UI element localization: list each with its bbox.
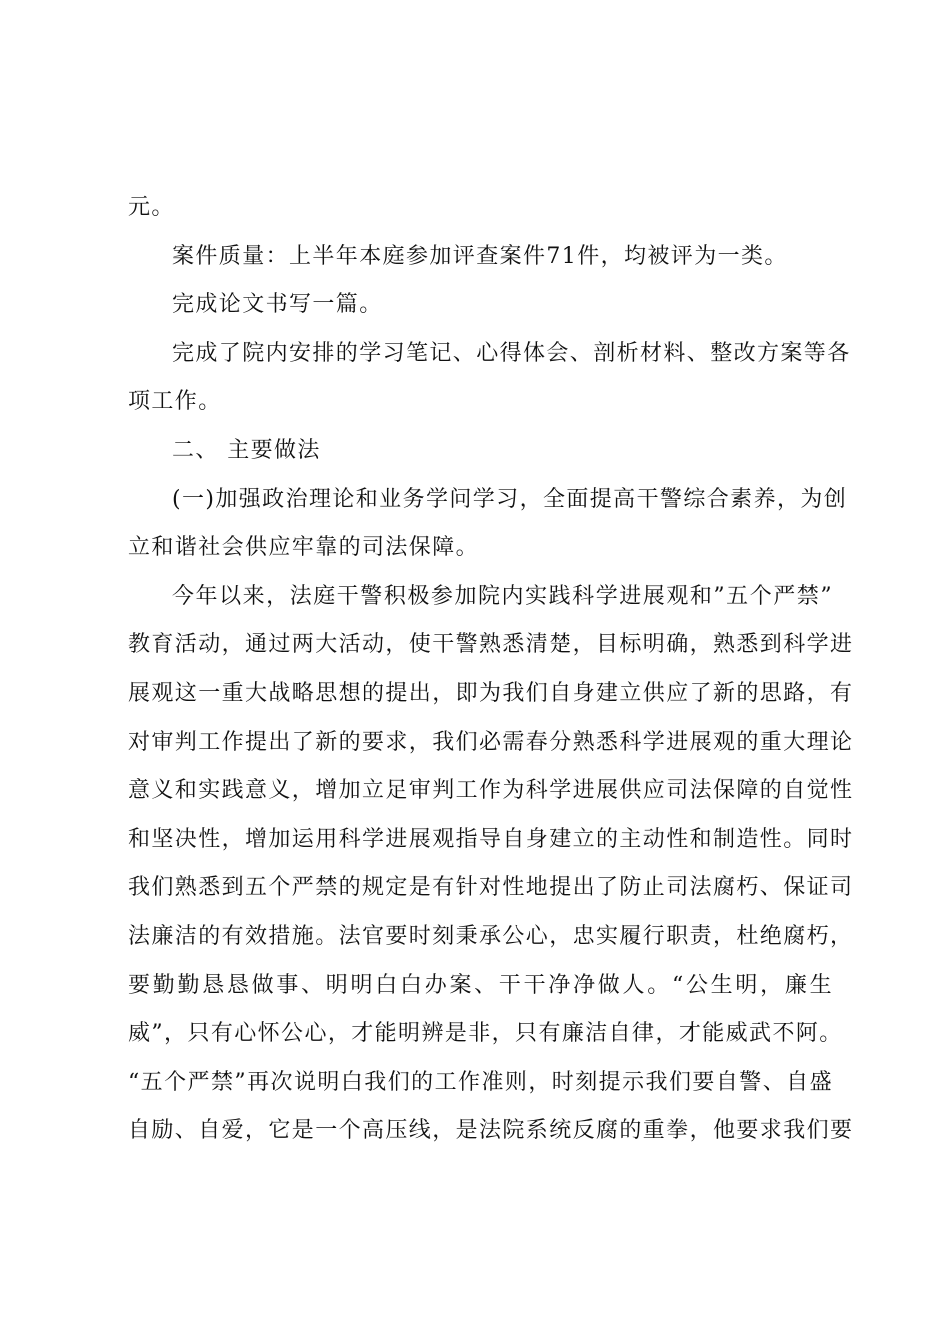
paragraph-line: 我们熟悉到五个严禁的规定是有针对性地提出了防止司法腐朽、保证司 [128,875,854,901]
subsection-heading-cont: 立和谐社会供应牢靠的司法保障。 [128,535,480,561]
paragraph-line: 完成了院内安排的学习笔记、心得体会、剖析材料、整改方案等各 [172,340,851,366]
paragraph-line: “五个严禁”再次说明白我们的工作准则，时刻提示我们要自警、自盛 [128,1069,833,1095]
subsection-heading: (一)加强政治理论和业务学问学习，全面提高干警综合素养，为创 [172,486,848,512]
paragraph-line: 威”，只有心怀公心，才能明辨是非，只有廉洁自律，才能威武不阿。 [128,1021,843,1047]
paragraph-line: 展观这一重大战略思想的提出，即为我们自身建立供应了新的思路，有 [128,680,854,706]
paragraph-line: 法廉洁的有效措施。法官要时刻秉承公心，忠实履行职责，杜绝腐朽， [128,923,854,949]
paragraph-line: 今年以来，法庭干警积极参加院内实践科学进展观和”五个严禁” [172,583,833,609]
paragraph-line: 项工作。 [128,389,222,415]
paragraph-line: 教育活动，通过两大活动，使干警熟悉清楚，目标明确，熟悉到科学进 [128,632,854,658]
paragraph-line: 自励、自爱，它是一个高压线，是法院系统反腐的重拳，他要求我们要 [128,1118,854,1144]
paragraph-line: 意义和实践意义，增加立足审判工作为科学进展供应司法保障的自觉性 [128,778,854,804]
section-heading: 二、 主要做法 [172,437,321,463]
paragraph-thesis: 完成论文书写一篇。 [172,292,383,318]
paragraph-line: 要勤勤恳恳做事、明明白白办案、干干净净做人。“公生明，廉生 [128,972,833,998]
paragraph-line: 和坚决性，增加运用科学进展观指导自身建立的主动性和制造性。同时 [128,826,854,852]
paragraph-case-quality: 案件质量：上半年本庭参加评查案件71件，均被评为一类。 [172,243,788,269]
document-body [128,189,854,1151]
paragraph-line: 对审判工作提出了新的要求，我们必需春分熟悉科学进展观的重大理论 [128,729,854,755]
paragraph-line: 元。 [128,195,175,220]
